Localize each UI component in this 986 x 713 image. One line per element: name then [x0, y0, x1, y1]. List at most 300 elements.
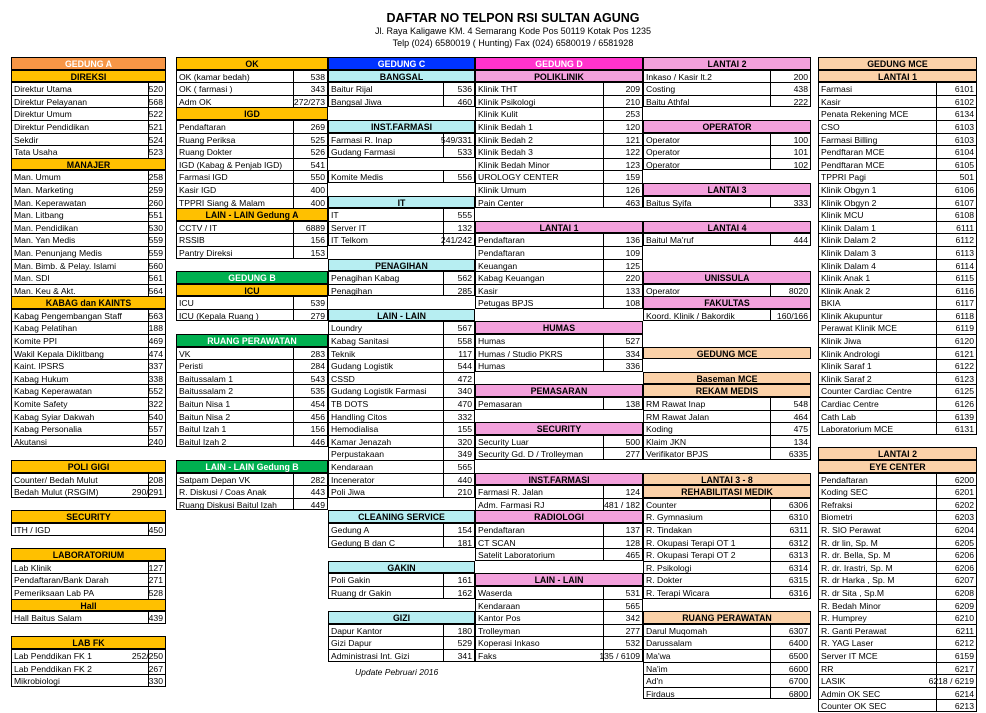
entry-name: Ma'wa	[646, 650, 671, 661]
extension-number: 520	[148, 84, 163, 95]
entry-name: Counter Cardiac Centre	[821, 386, 912, 397]
extension-number: 6214	[954, 688, 974, 699]
column-divider	[293, 348, 294, 360]
blank-row	[475, 372, 643, 385]
extension-number: 209	[625, 84, 640, 95]
entry-name: BKIA	[821, 298, 841, 309]
directory-entry	[818, 410, 977, 423]
directory-entry	[643, 435, 811, 448]
extension-number: 6114	[955, 260, 974, 271]
column-divider	[770, 285, 771, 297]
extension-number: 6121	[954, 348, 974, 359]
entry-name: LASIK	[821, 676, 846, 687]
extension-number: 6118	[955, 310, 974, 321]
directory-entry	[643, 233, 811, 246]
entry-name: Baitun Nisa 2	[179, 411, 231, 422]
column-divider	[770, 71, 771, 83]
column-divider	[770, 159, 771, 170]
entry-name: TPPRI Siang & Malam	[179, 197, 265, 208]
column-divider	[603, 335, 604, 347]
entry-name: RM Rawat Inap	[646, 399, 706, 410]
extension-number: 6209	[954, 600, 974, 611]
column-divider	[936, 184, 937, 196]
directory-entry	[11, 321, 166, 334]
extension-number: 543	[310, 373, 325, 384]
extension-number: 449	[310, 499, 325, 510]
entry-name: Gudang Farmasi	[331, 147, 396, 158]
entry-name: Refraksi	[821, 499, 853, 510]
extension-number: 161	[457, 575, 472, 586]
extension-number: 6111	[956, 222, 974, 233]
extension-number: 544	[457, 361, 472, 372]
entry-name: Kabag Personalia	[14, 424, 82, 435]
directory-entry	[818, 95, 977, 108]
entry-name: Koperasi Inkaso	[478, 638, 540, 649]
extension-number: 121	[625, 134, 640, 145]
extension-number: 456	[310, 411, 325, 422]
entry-name: Pendftaran MCE	[821, 147, 885, 158]
column-divider	[603, 272, 604, 284]
extension-number: 333	[793, 197, 808, 208]
extension-number: 260	[148, 197, 163, 208]
directory-entry	[176, 158, 328, 171]
extension-number: 338	[148, 373, 163, 384]
extension-number: 6400	[788, 638, 808, 649]
entry-name: Keuangan	[478, 260, 518, 271]
directory-entry	[176, 410, 328, 423]
extension-number: 6217	[954, 663, 974, 674]
directory-entry	[328, 435, 475, 448]
directory-entry	[818, 473, 977, 486]
directory-entry	[11, 233, 166, 246]
blank-row	[176, 321, 328, 334]
extension-number: 6119	[955, 323, 974, 334]
extension-number: 556	[457, 172, 472, 183]
entry-name: Bangsal Jiwa	[331, 96, 382, 107]
directory-entry	[643, 158, 811, 171]
directory-entry	[328, 397, 475, 410]
section-header: SECURITY	[475, 422, 643, 435]
column-divider	[293, 134, 294, 146]
column-divider	[770, 83, 771, 95]
directory-entry	[328, 460, 475, 473]
section-header: LAB FK	[11, 636, 166, 649]
blank-row	[328, 158, 475, 171]
directory-entry	[475, 107, 643, 120]
extension-number: 6889	[305, 222, 325, 233]
directory-entry	[11, 271, 166, 284]
extension-number: 474	[148, 348, 163, 359]
extension-number: 6107	[954, 197, 974, 208]
directory-entry	[11, 359, 166, 372]
column-divider	[936, 335, 937, 347]
directory-entry	[643, 133, 811, 146]
entry-name: Klinik Bedah 1	[478, 121, 533, 132]
extension-number: 6307	[788, 625, 808, 636]
section-header: IT	[328, 196, 475, 209]
extension-number: 252/250	[131, 650, 163, 661]
column-divider	[603, 171, 604, 183]
entry-name: Waserda	[478, 587, 513, 598]
section-header: LANTAI 4	[643, 221, 811, 234]
extension-number: 267	[148, 663, 163, 674]
entry-name: Baitu Athfal	[646, 96, 690, 107]
extension-number: 220	[625, 273, 640, 284]
entry-name: Farmasi IGD	[179, 172, 228, 183]
entry-name: Klinik Kulit	[478, 109, 518, 120]
entry-name: Operator	[646, 285, 680, 296]
blank-row	[475, 208, 643, 221]
directory-entry	[818, 573, 977, 586]
entry-name: Petugas BPJS	[478, 298, 534, 309]
entry-name: Gudang Logistik	[331, 361, 394, 372]
extension-number: 549/331	[440, 134, 472, 145]
section-header: ICU	[176, 284, 328, 297]
extension-number: 349	[457, 449, 472, 460]
entry-name: Admin OK SEC	[821, 688, 881, 699]
entry-name: Dapur Kantor	[331, 625, 383, 636]
entry-name: Baitul Ma'ruf	[646, 235, 694, 246]
column-divider	[936, 587, 937, 599]
extension-number: 463	[625, 197, 640, 208]
section-header: GAKIN	[328, 561, 475, 574]
extension-number: 6218 / 6219	[928, 676, 974, 687]
column-divider	[936, 134, 937, 146]
extension-number: 6101	[954, 84, 974, 95]
entry-name: Pemeriksaan Lab PA	[14, 587, 95, 598]
column-divider	[443, 96, 444, 107]
column-divider	[936, 260, 937, 272]
column-divider	[936, 600, 937, 612]
column-divider	[443, 373, 444, 385]
extension-number: 501	[959, 172, 974, 183]
extension-number: 552	[148, 386, 163, 397]
directory-entry	[475, 548, 643, 561]
extension-number: 222	[793, 96, 808, 107]
directory-entry	[475, 397, 643, 410]
blank-row	[643, 259, 811, 272]
directory-entry	[818, 359, 977, 372]
directory-entry	[475, 649, 643, 662]
extension-number: 6313	[788, 550, 808, 561]
directory-entry	[643, 548, 811, 561]
column-divider	[293, 297, 294, 309]
extension-number: 156	[310, 424, 325, 435]
directory-entry	[475, 271, 643, 284]
extension-number: 6311	[789, 524, 808, 535]
entry-name: Ad'n	[646, 676, 663, 687]
entry-name: Ruang Diskusi Baitul Izah	[179, 499, 277, 510]
directory-entry	[643, 498, 811, 511]
extension-number: 6600	[788, 663, 808, 674]
column-divider	[603, 549, 604, 560]
entry-name: OK (kamar bedah)	[179, 71, 250, 82]
directory-entry	[328, 573, 475, 586]
entry-name: Klinik Akupuntur	[821, 310, 883, 321]
directory-entry	[643, 309, 811, 322]
directory-entry	[818, 599, 977, 612]
section-header: UNISSULA	[643, 271, 811, 284]
directory-entry	[643, 561, 811, 574]
column-divider	[770, 411, 771, 423]
extension-number: 6131	[954, 424, 974, 435]
directory-entry	[176, 485, 328, 498]
extension-number: 6103	[954, 134, 974, 145]
extension-number: 285	[457, 285, 472, 296]
section-header: REHABILITASI MEDIK	[643, 485, 811, 498]
blank-row	[328, 107, 475, 120]
entry-name: Adm OK	[179, 96, 212, 107]
column-divider	[603, 197, 604, 208]
directory-entry	[176, 309, 328, 322]
extension-number: 438	[793, 84, 808, 95]
section-header: RUANG PERAWATAN	[643, 611, 811, 624]
directory-entry	[328, 485, 475, 498]
column-divider	[443, 537, 444, 548]
extension-number: 259	[148, 184, 163, 195]
extension-number: 6207	[954, 575, 974, 586]
directory-entry	[328, 321, 475, 334]
entry-name: Farmasi	[821, 84, 853, 95]
extension-number: 284	[310, 361, 325, 372]
entry-name: ICU (Kepala Ruang )	[179, 310, 259, 321]
column-divider	[936, 197, 937, 209]
entry-name: Kabag Sanitasi	[331, 336, 389, 347]
column-divider	[603, 184, 604, 196]
column-divider	[603, 108, 604, 120]
extension-number: 465	[625, 550, 640, 561]
entry-name: Laboratorium MCE	[821, 424, 894, 435]
extension-number: 6122	[954, 361, 974, 372]
column-divider	[443, 385, 444, 397]
extension-number: 522	[148, 109, 163, 120]
entry-name: Komite Safety	[14, 399, 68, 410]
directory-entry	[818, 372, 977, 385]
extension-number: 532	[625, 638, 640, 649]
entry-name: Ruang Periksa	[179, 134, 236, 145]
column-divider	[443, 587, 444, 598]
extension-number: 6113	[955, 247, 974, 258]
directory-entry	[818, 624, 977, 637]
column-divider	[936, 637, 937, 649]
extension-number: 6306	[788, 499, 808, 510]
extension-number: 536	[457, 84, 472, 95]
extension-number: 124	[625, 487, 640, 498]
entry-name: Pendaftaran/Bank Darah	[14, 575, 109, 586]
column-divider	[443, 574, 444, 586]
section-header: INST.FARMASI	[328, 120, 475, 133]
column-divider	[443, 625, 444, 637]
column-divider	[936, 96, 937, 108]
column-divider	[443, 411, 444, 423]
blank-row	[643, 107, 811, 120]
extension-number: 277	[625, 625, 640, 636]
section-header: INST.FARMASI	[475, 473, 643, 486]
extension-number: 332	[457, 411, 472, 422]
extension-number: 258	[148, 172, 163, 183]
extension-number: 6125	[954, 386, 974, 397]
extension-number: 6206	[954, 550, 974, 561]
column-divider	[603, 83, 604, 95]
extension-number: 527	[625, 336, 640, 347]
directory-entry	[176, 347, 328, 360]
directory-entry	[818, 309, 977, 322]
entry-name: R. Diskusi / Coas Anak	[179, 487, 267, 498]
extension-number: 132	[457, 222, 472, 233]
entry-name: R. Terapi Wicara	[646, 587, 710, 598]
column-divider	[770, 650, 771, 662]
entry-name: Poli Jiwa	[331, 487, 365, 498]
extension-number: 460	[457, 96, 472, 107]
directory-entry	[11, 183, 166, 196]
extension-number: 6211	[955, 625, 974, 636]
directory-entry	[818, 611, 977, 624]
directory-entry	[11, 384, 166, 397]
column-divider	[770, 663, 771, 675]
directory-entry	[11, 586, 166, 599]
col-gedung-d	[475, 57, 643, 662]
column-divider	[936, 285, 937, 297]
directory-entry	[475, 284, 643, 297]
entry-name: R. Tindakan	[646, 524, 692, 535]
directory-entry	[818, 246, 977, 259]
extension-number: 531	[625, 587, 640, 598]
directory-entry	[643, 196, 811, 209]
column-divider	[770, 688, 771, 699]
extension-number: 530	[148, 222, 163, 233]
column-divider	[603, 285, 604, 297]
entry-name: Klinik Jiwa	[821, 336, 862, 347]
column-divider	[443, 222, 444, 234]
entry-name: Kabag Syiar Dakwah	[14, 411, 95, 422]
entry-name: Gudang Logistik Farmasi	[331, 386, 427, 397]
directory-entry	[176, 473, 328, 486]
directory-entry	[818, 170, 977, 183]
directory-entry	[11, 284, 166, 297]
section-header: Hall	[11, 599, 166, 612]
entry-name: Humas	[478, 361, 506, 372]
directory-entry	[818, 208, 977, 221]
directory-entry	[176, 82, 328, 95]
entry-name: Kasir IGD	[179, 184, 217, 195]
column-divider	[443, 650, 444, 661]
entry-name: CCTV / IT	[179, 222, 218, 233]
directory-entry	[818, 107, 977, 120]
extension-number: 269	[310, 121, 325, 132]
directory-entry	[11, 208, 166, 221]
directory-entry	[643, 510, 811, 523]
extension-number: 336	[625, 361, 640, 372]
directory-entry	[176, 372, 328, 385]
extension-number: 450	[148, 524, 163, 535]
entry-name: Klinik Umum	[478, 184, 527, 195]
column-divider	[770, 675, 771, 687]
blank-row	[11, 536, 166, 549]
directory-entry	[11, 259, 166, 272]
entry-name: Klinik Saraf 2	[821, 373, 872, 384]
extension-number: 153	[310, 247, 325, 258]
column-divider	[603, 146, 604, 158]
directory-entry	[328, 271, 475, 284]
column-divider	[293, 360, 294, 372]
entry-name: RR	[821, 663, 834, 674]
extension-number: 6315	[788, 575, 808, 586]
extension-number: 533	[457, 147, 472, 158]
directory-entry	[176, 397, 328, 410]
column-divider	[443, 461, 444, 473]
section-header: LABORATORIUM	[11, 548, 166, 561]
directory-entry	[176, 120, 328, 133]
column-divider	[443, 322, 444, 334]
directory-entry	[176, 435, 328, 448]
section-header: LAIN - LAIN	[328, 309, 475, 322]
column-divider	[936, 121, 937, 133]
extension-number: 210	[457, 487, 472, 498]
directory-entry	[818, 221, 977, 234]
extension-number: 475	[793, 424, 808, 435]
extension-number: 6112	[955, 235, 974, 246]
directory-entry	[11, 372, 166, 385]
directory-entry	[328, 334, 475, 347]
column-divider	[936, 272, 937, 284]
directory-entry	[818, 397, 977, 410]
directory-entry	[818, 649, 977, 662]
column-divider	[770, 574, 771, 586]
blank-row	[643, 246, 811, 259]
entry-name: R. dr lin, Sp. M	[821, 537, 878, 548]
entry-name: Klinik Obgyn 1	[821, 184, 877, 195]
column-divider	[936, 612, 937, 624]
section-header: OK	[176, 57, 328, 70]
directory-entry	[818, 145, 977, 158]
entry-name: Kabag Keperawatan	[14, 386, 92, 397]
directory-entry	[818, 510, 977, 523]
entry-name: Pendaftaran	[478, 524, 525, 535]
extension-number: 6106	[954, 184, 974, 195]
directory-entry	[11, 170, 166, 183]
entry-name: Klinik Bedah 2	[478, 134, 533, 145]
extension-number: 136	[625, 235, 640, 246]
entry-name: Pendaftaran	[478, 247, 525, 258]
extension-number: 8020	[788, 285, 808, 296]
column-divider	[293, 171, 294, 183]
entry-name: Kabag Pelatihan	[14, 323, 78, 334]
directory-entry	[818, 133, 977, 146]
column-divider	[443, 171, 444, 182]
directory-entry	[643, 397, 811, 410]
directory-entry	[475, 95, 643, 108]
column-divider	[603, 625, 604, 637]
entry-name: Direktur Pendidikan	[14, 121, 89, 132]
directory-entry	[643, 523, 811, 536]
entry-name: Cardiac Centre	[821, 399, 879, 410]
column-divider	[936, 234, 937, 246]
section-header: HUMAS	[475, 321, 643, 334]
column-divider	[936, 574, 937, 586]
directory-entry	[475, 447, 643, 460]
directory-entry	[176, 95, 328, 108]
extension-number: 443	[310, 487, 325, 498]
extension-number: 253	[625, 109, 640, 120]
entry-name: R. Psikologi	[646, 562, 692, 573]
entry-name: Akutansi	[14, 436, 47, 447]
extension-number: 181	[457, 537, 472, 548]
extension-number: 439	[148, 613, 163, 624]
entry-name: Klinik Anak 1	[821, 273, 871, 284]
extension-number: 134	[793, 436, 808, 447]
extension-number: 563	[148, 310, 163, 321]
entry-name: R. Bedah Minor	[821, 600, 881, 611]
